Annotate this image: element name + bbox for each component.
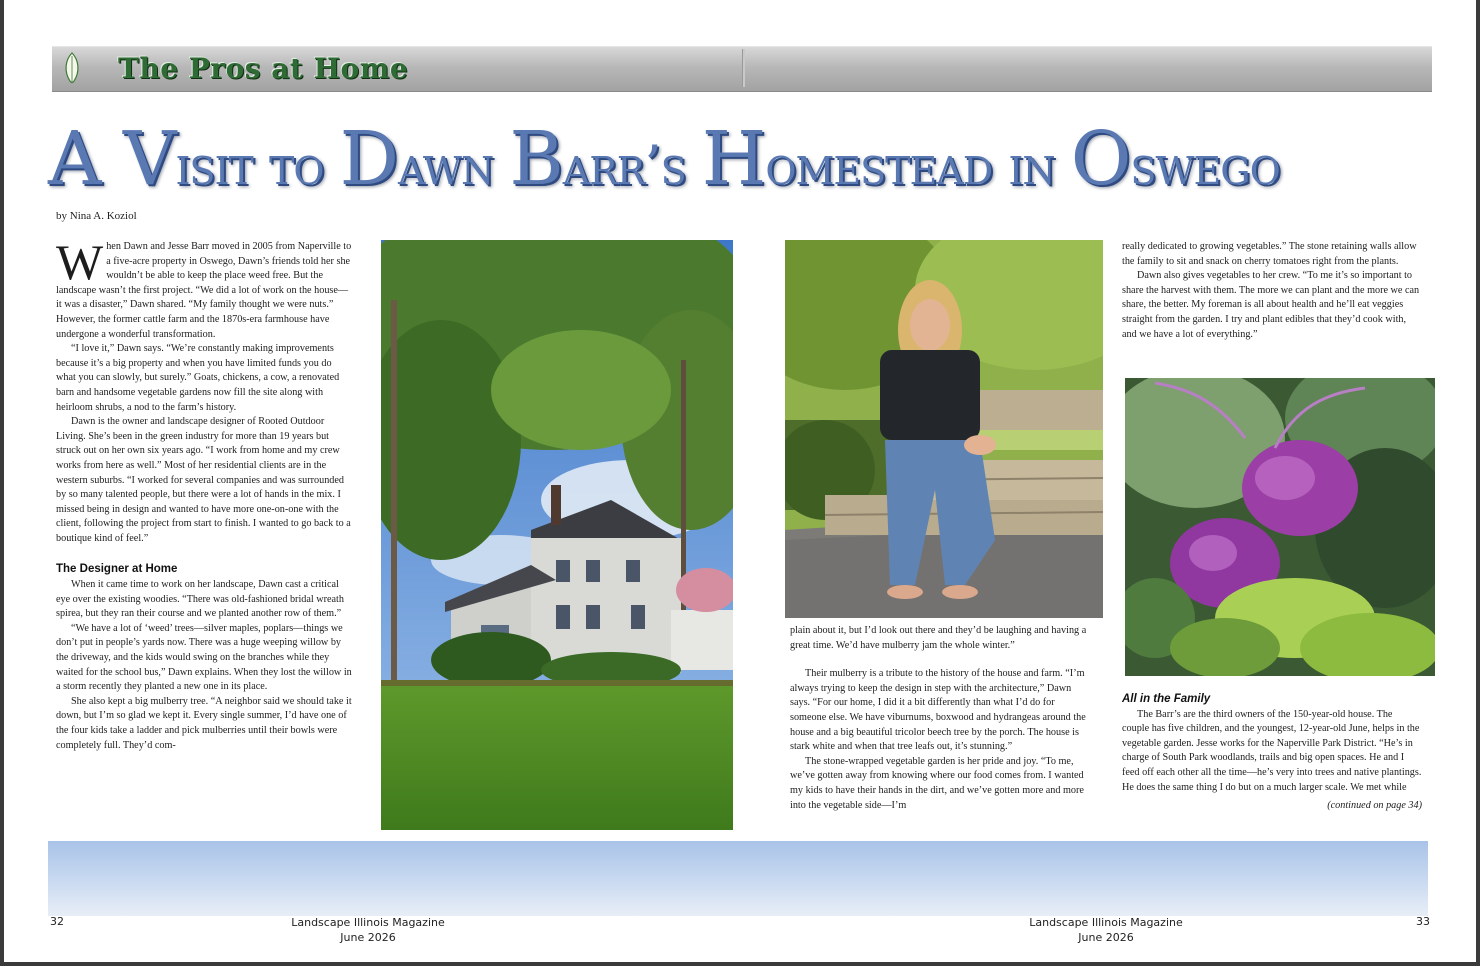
- page-number-left: 32: [50, 915, 64, 928]
- paragraph: plain about it, but I’d look out there and they’d be laughing and having a great time. We’d have mulberry jam the whole winter.”: [790, 625, 1087, 651]
- subheading: All in the Family: [1122, 693, 1211, 705]
- magazine-name: Landscape Illinois Magazine: [291, 916, 445, 929]
- byline: by Nina A. Koziol: [56, 210, 137, 222]
- farmhouse-photo: [381, 240, 733, 830]
- leaf-icon: [62, 52, 82, 84]
- article-headline: A Visit to Dawn Barr’s Homestead in Oswego: [48, 116, 1280, 202]
- paragraph: The stone-wrapped vegetable garden is her pride and joy. “To me, we’ve gotten away from knowing where our food comes from. I wanted my kids to have their hands in the dirt, and we’ve gotten more and more into the vegetable side—I’m: [790, 755, 1084, 811]
- paragraph: The Barr’s are the third owners of the 150-year-old house. The couple has five children, and the youngest, 12-year-old June, helps in the vegetable garden. Jesse works for the Naperville Park District. “He’s in charge of South Park woodlands, trails and big open spaces. He and I feed off each other all the time—he’s very into trees and native plantings. He does the same thing I do but on a much larger scale. We met while: [1122, 708, 1422, 793]
- sky-footer-image: [48, 841, 1428, 916]
- dawn-garden-photo: [785, 240, 1103, 618]
- page-number-right: 33: [1416, 915, 1430, 928]
- article-column-2: [790, 624, 1090, 813]
- issue-date: June 2026: [340, 931, 396, 944]
- paragraph: Their mulberry is a tribute to the history of the house and farm. “I’m always trying to keep the design in step with the architecture,” Dawn says. “For our home, I did it a bit differently than what I’d do for someone else. We have viburnums, boxwood and hydrangeas around the house and a big beautiful tricolor beech tree by the porch. The house is stark white and when that tree leafs out, it’s stunning.”: [790, 668, 1086, 753]
- footer-right: [1006, 915, 1206, 945]
- paragraph: “We have a lot of ‘weed’ trees—silver maples, poplars—things we don’t put in people’s yards now. There was a huge weeping willow by the driveway, and the kids would swing on the branches while they waited for the school bus,” Dawn explains. When they lost the willow in a storm recently they planted a new one in its place.: [56, 622, 352, 693]
- section-banner: [52, 46, 1432, 92]
- footer-left: [268, 915, 468, 945]
- continued-note: (continued on page 34): [1327, 800, 1422, 812]
- paragraph: Dawn is the owner and landscape designer of Rooted Outdoor Living. She’s been in the green industry for more than 19 years but struck out on her own six years ago. “I work from home and my crew works from here as well.” Most of her residential clients are in the western suburbs. “I worked for several companies and was surrounded by so many talented people, but there were a lot of hands in the mix. I missed being in design and wanted to have more one-on-one with the client, following the project from start to finish. I wanted to go back to a boutique kind of feel.”: [56, 416, 351, 544]
- article-column-3-top: [1122, 240, 1422, 342]
- article-column-1: [56, 234, 353, 753]
- paragraph: Dawn also gives vegetables to her crew. “To me it’s so important to share the harvest with them. The more we can plant and the more we can share, the better. My foreman is all about health and he’ll eat veggies straight from the garden. I try and plant edibles that they’d cook with, and we have a lot of everything.”: [1122, 270, 1420, 340]
- paragraph: When it came time to work on her landscape, Dawn cast a critical eye over the existing woodies. “There was old-fashioned bridal wreath spirea, but they ran their course and we planted another row of them.”: [56, 579, 344, 620]
- subheading: The Designer at Home: [56, 563, 178, 576]
- section-title: The Pros at Home: [118, 52, 409, 85]
- issue-date: June 2026: [1078, 931, 1134, 944]
- banner-divider: [742, 49, 745, 87]
- paragraph: She also kept a big mulberry tree. “A neighbor said we should take it down, but I’m so glad we kept it. Every single summer, I’d have one of the four kids take a ladder and pick mulberries until their bowls were completely full. They’d com-: [56, 695, 352, 751]
- article-column-3-bottom: [1122, 692, 1422, 814]
- paragraph: “I love it,” Dawn says. “We’re constantly making improvements because it’s a big property and when you have limited funds you do what you can slowly, but surely.” Goats, chickens, a cow, a renovated barn and handsome vegetable gardens now fill the site along with heirloom shrubs, a nod to the farm’s history.: [56, 343, 340, 413]
- paragraph: really dedicated to growing vegetables.” The stone retaining walls allow the family to sit and snack on cherry tomatoes right from the plants.: [1122, 241, 1417, 267]
- paragraph: When Dawn and Jesse Barr moved in 2005 from Naperville to a five-acre property in Oswego, Dawn’s friends told her she wouldn’t be able to keep the place weed free. But the landscape wasn’t the first project. “We did a lot of work on the house—it was a disaster,” Dawn shared. “My family thought we were nuts.” However, the former cattle farm and the 1870s-era farmhouse have undergone a wonderful transformation.: [56, 234, 352, 340]
- magazine-name: Landscape Illinois Magazine: [1029, 916, 1183, 929]
- vegetables-photo: [1125, 378, 1435, 676]
- drop-cap: W: [56, 234, 104, 290]
